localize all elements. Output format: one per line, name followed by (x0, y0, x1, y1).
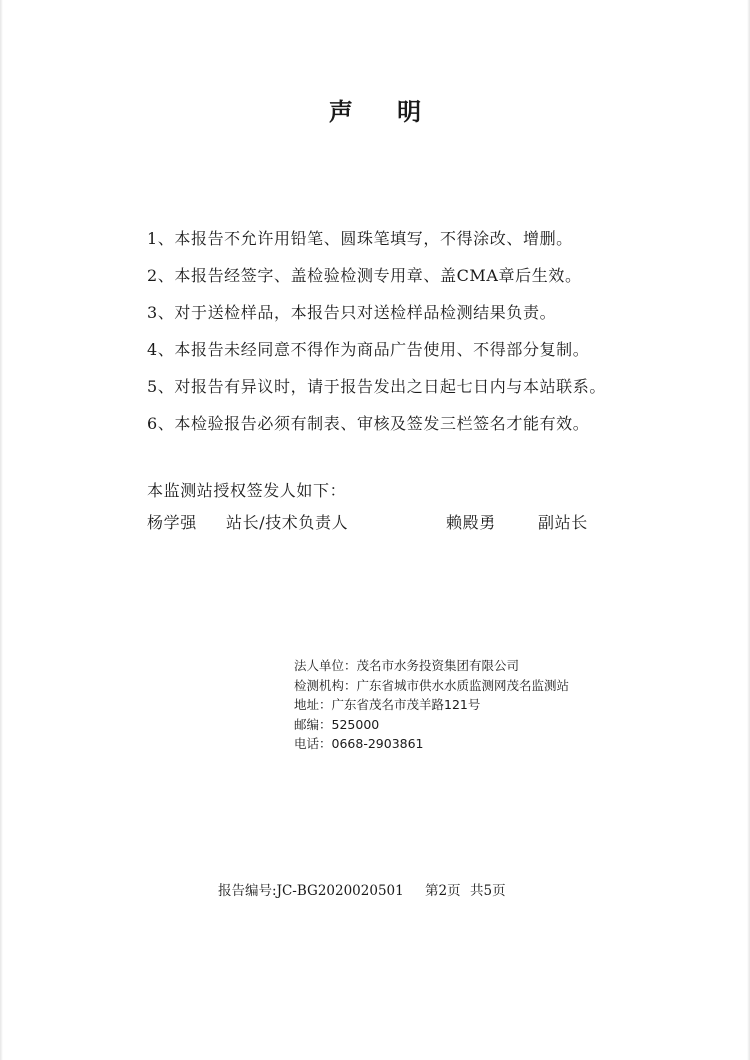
statement-item: 6、本检验报告必须有制表、审核及签发三栏签名才能有效。 (147, 414, 590, 433)
address-value: 广东省茂名市茂羊路121号 (331, 697, 481, 712)
signer-role: 站长/技术负责人 (226, 513, 349, 532)
legal-entity-value: 茂名市水务投资集团有限公司 (356, 658, 520, 673)
phone-row (294, 734, 569, 754)
phone-value: 0668-2903861 (331, 736, 424, 751)
report-number-value: JC-BG2020020501 (276, 883, 404, 899)
statement-item: 5、对报告有异议时，请于报告发出之日起七日内与本站联系。 (147, 377, 606, 396)
statement-item: 2、本报告经签字、盖检验检测专用章、盖CMA章后生效。 (147, 266, 582, 285)
address-label: 地址： (294, 697, 332, 712)
organization-info (294, 656, 569, 754)
testing-body-value: 广东省城市供水水质监测网茂名监测站 (356, 677, 570, 693)
postcode-row (294, 715, 569, 735)
page-total: 共5页 (470, 883, 506, 899)
testing-body-label: 检测机构： (294, 677, 357, 693)
address-row (294, 695, 569, 715)
testing-body-row (294, 676, 569, 696)
postcode-value: 525000 (331, 716, 380, 732)
legal-entity-row (294, 656, 569, 676)
statement-item: 4、本报告未经同意不得作为商品广告使用、不得部分复制。 (147, 340, 590, 359)
statement-item: 1、本报告不允许用铅笔、圆珠笔填写，不得涂改、增删。 (147, 229, 573, 248)
phone-label: 电话： (294, 736, 332, 751)
report-number (218, 879, 404, 899)
page-number: 第2页 (425, 883, 461, 899)
postcode-label: 邮编： (294, 716, 332, 732)
statement-list (147, 226, 606, 448)
page-title: 声 明 (328, 98, 440, 126)
legal-entity-label: 法人单位： (294, 658, 357, 673)
report-number-label: 报告编号: (218, 883, 277, 899)
statement-item: 3、对于送检样品，本报告只对送检样品检测结果负责。 (147, 303, 557, 322)
scan-shadow-left (0, 0, 3, 1060)
authorized-signers-heading: 本监测站授权签发人如下： (147, 481, 347, 500)
signer-name: 赖殿勇 (446, 513, 496, 532)
signer-role: 副站长 (538, 513, 588, 532)
signer-name: 杨学强 (147, 513, 197, 532)
